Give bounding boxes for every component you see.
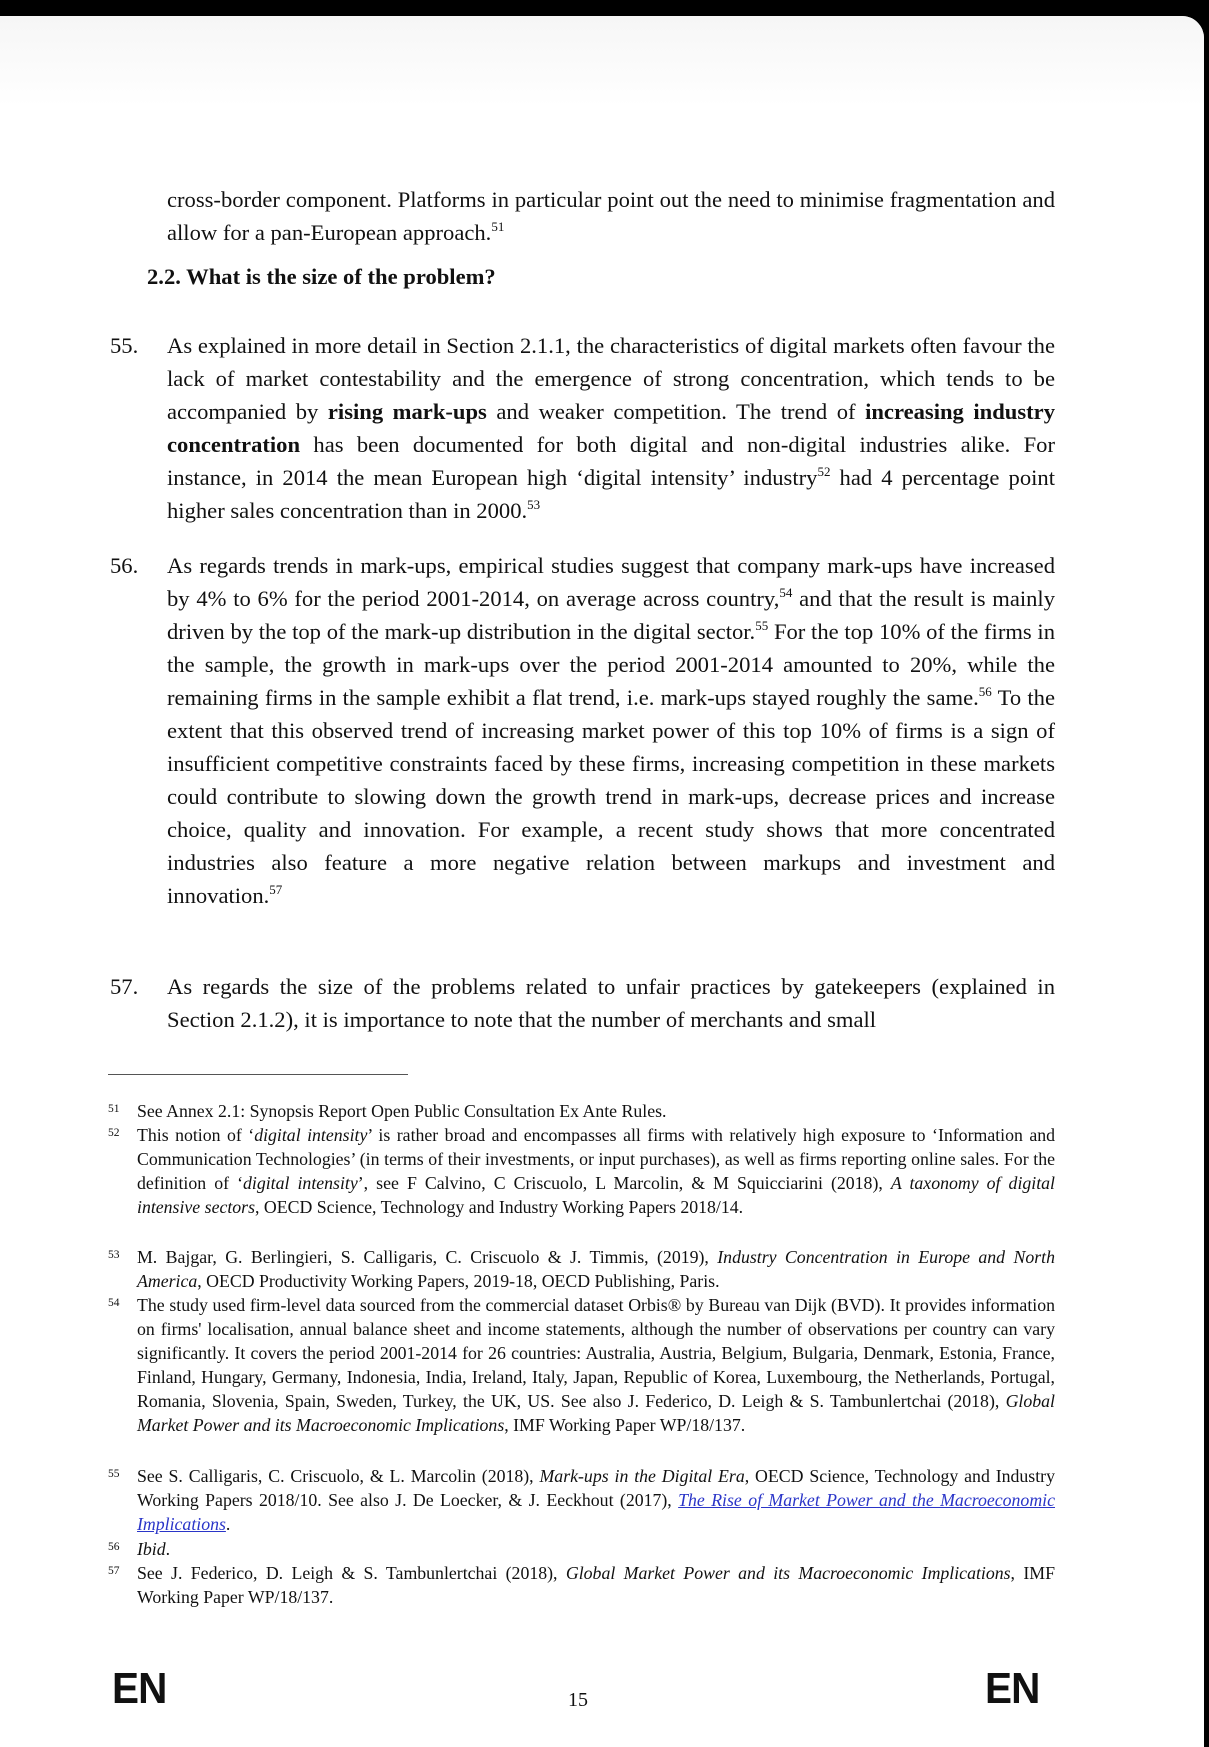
footnote-ref[interactable]: 57 (269, 882, 283, 897)
paragraph-number: 56. (110, 553, 139, 578)
bold-term: increasing industry concentration (167, 399, 1056, 457)
document-page (0, 16, 1204, 1747)
footnote-ref[interactable]: 56 (978, 684, 992, 699)
bold-term: rising mark-ups (327, 399, 487, 424)
section-heading: 2.2. What is the size of the problem? (147, 264, 496, 289)
footnote-56: Ibid. (137, 1539, 171, 1559)
footnote-ref[interactable]: 53 (527, 497, 541, 512)
footnote-ref[interactable]: 54 (779, 585, 793, 600)
footnote-marker: 51 (108, 1103, 120, 1115)
continuation-paragraph: cross-border component. Platforms in particular point out the need to minimise fragmentation and allow for a pan-European approach.$^{51}$ (167, 187, 1055, 245)
footnote-ref[interactable]: 55 (755, 618, 769, 633)
footnote-marker: 55 (108, 1468, 120, 1480)
footnote-55: See S. Calligaris, C. Criscuolo, & L. Marcolin (2018), Mark-ups in the Digital Era, OECD Science, Technology and Industry Working Papers 2018/10. See also J. De Loecker, & J. Eeckhout (2017), The Rise of Market Power and the Macroeconomic Implications. (137, 1466, 1055, 1535)
language-label-right: EN (985, 1664, 1040, 1713)
footnote-marker: 52 (108, 1127, 120, 1139)
paragraph-56: As regards trends in mark-ups, empirical studies suggest that company mark-ups have increased by 4% to 6% for the period 2001-2014, on average across country,$^{54}$ and that the result is mainly driven by the top of the mark-up distribution in the digital sector.$^{55}$ For the top 10% of the firms in the sample, the growth in mark-ups over the period 2001-2014 amounted to 20%, while the remaining firms in the sample exhibit a flat trend, i.e. mark-ups stayed roughly the same.$^{56}$ To the extent that this observed trend of increasing market power of this top 10% of firms is a sign of insufficient competitive constraints faced by these firms, increasing competition in these markets could contribute to slowing down the growth trend in mark-ups, decrease prices and increase choice, quality and innovation. For example, a recent study shows that more concentrated industries also feature a more negative relation between markups and investment and innovation.$^{57}$ (167, 553, 1056, 908)
footnote-52: This notion of ‘digital intensity’ is rather broad and encompasses all firms with relatively high exposure to ‘Information and Communication Technologies’ (in terms of their investments, or input purchases), as well as firms reporting online sales. For the definition of ‘digital intensity’, see F Calvino, C Criscuolo, L Marcolin, & M Squicciarini (2018), A taxonomy of digital intensive sectors, OECD Science, Technology and Industry Working Papers 2018/14. (137, 1125, 1056, 1218)
footnote-ref[interactable]: 51 (491, 219, 505, 234)
footnote-51: See Annex 2.1: Synopsis Report Open Public Consultation Ex Ante Rules. (137, 1101, 667, 1121)
paragraph-55: As explained in more detail in Section 2.1.1, the characteristics of digital markets often favour the lack of market contestability and the emergence of strong concentration, which tends to be accompanied by rising mark-ups and weaker competition. The trend of increasing industry concentration has been documented for both digital and non-digital industries alike. For instance, in 2014 the mean European high ‘digital intensity’ industry$^{52}$ had 4 percentage point higher sales concentration than in 2000.53 (167, 333, 1056, 523)
paragraph-number: 55. (110, 333, 139, 358)
footnote-54: The study used firm-level data sourced from the commercial dataset Orbis® by Bureau van Dijk (BVD). It provides information on firms' localisation, annual balance sheet and income statements, although the number of observations per country can vary significantly. It covers the period 2001-2014 for 26 countries: Australia, Austria, Belgium, Bulgaria, Denmark, Estonia, France, Finland, Hungary, Germany, Indonesia, India, Ireland, Italy, Japan, Republic of Korea, Luxembourg, the Netherlands, Portugal, Romania, Slovenia, Spain, Sweden, Turkey, the UK, US. See also J. Federico, D. Leigh & S. Tambunlertchai (2018), Global Market Power and its Macroeconomic Implications, IMF Working Paper WP/18/137. (137, 1295, 1055, 1436)
citation-link[interactable]: The Rise of Market Power and the Macroeconomic Implications (137, 1490, 1055, 1535)
footnote-marker: 53 (108, 1249, 120, 1261)
footnote-53: M. Bajgar, G. Berlingieri, S. Calligaris, C. Criscuolo & J. Timmis, (2019), Industry Concentration in Europe and North America, OECD Productivity Working Papers, 2019-18, OECD Publishing, Paris. (137, 1247, 1055, 1292)
page-number: 15 (568, 1689, 588, 1711)
footnote-separator (108, 1074, 408, 1075)
paragraph-57: As regards the size of the problems related to unfair practices by gatekeepers (explained in Section 2.1.2), it is importance to note that the number of merchants and small (167, 974, 1055, 1032)
footnote-57: See J. Federico, D. Leigh & S. Tambunlertchai (2018), Global Market Power and its Macroeconomic Implications, IMF Working Paper WP/18/137. (137, 1563, 1055, 1608)
language-label-left: EN (112, 1664, 167, 1713)
paragraph-number: 57. (110, 974, 139, 999)
page-top-shade (0, 16, 1204, 106)
footnote-marker: 56 (108, 1541, 120, 1553)
footnote-marker: 57 (108, 1565, 120, 1577)
footnote-marker: 54 (108, 1297, 120, 1309)
footnote-ref[interactable]: 52 (817, 464, 831, 479)
